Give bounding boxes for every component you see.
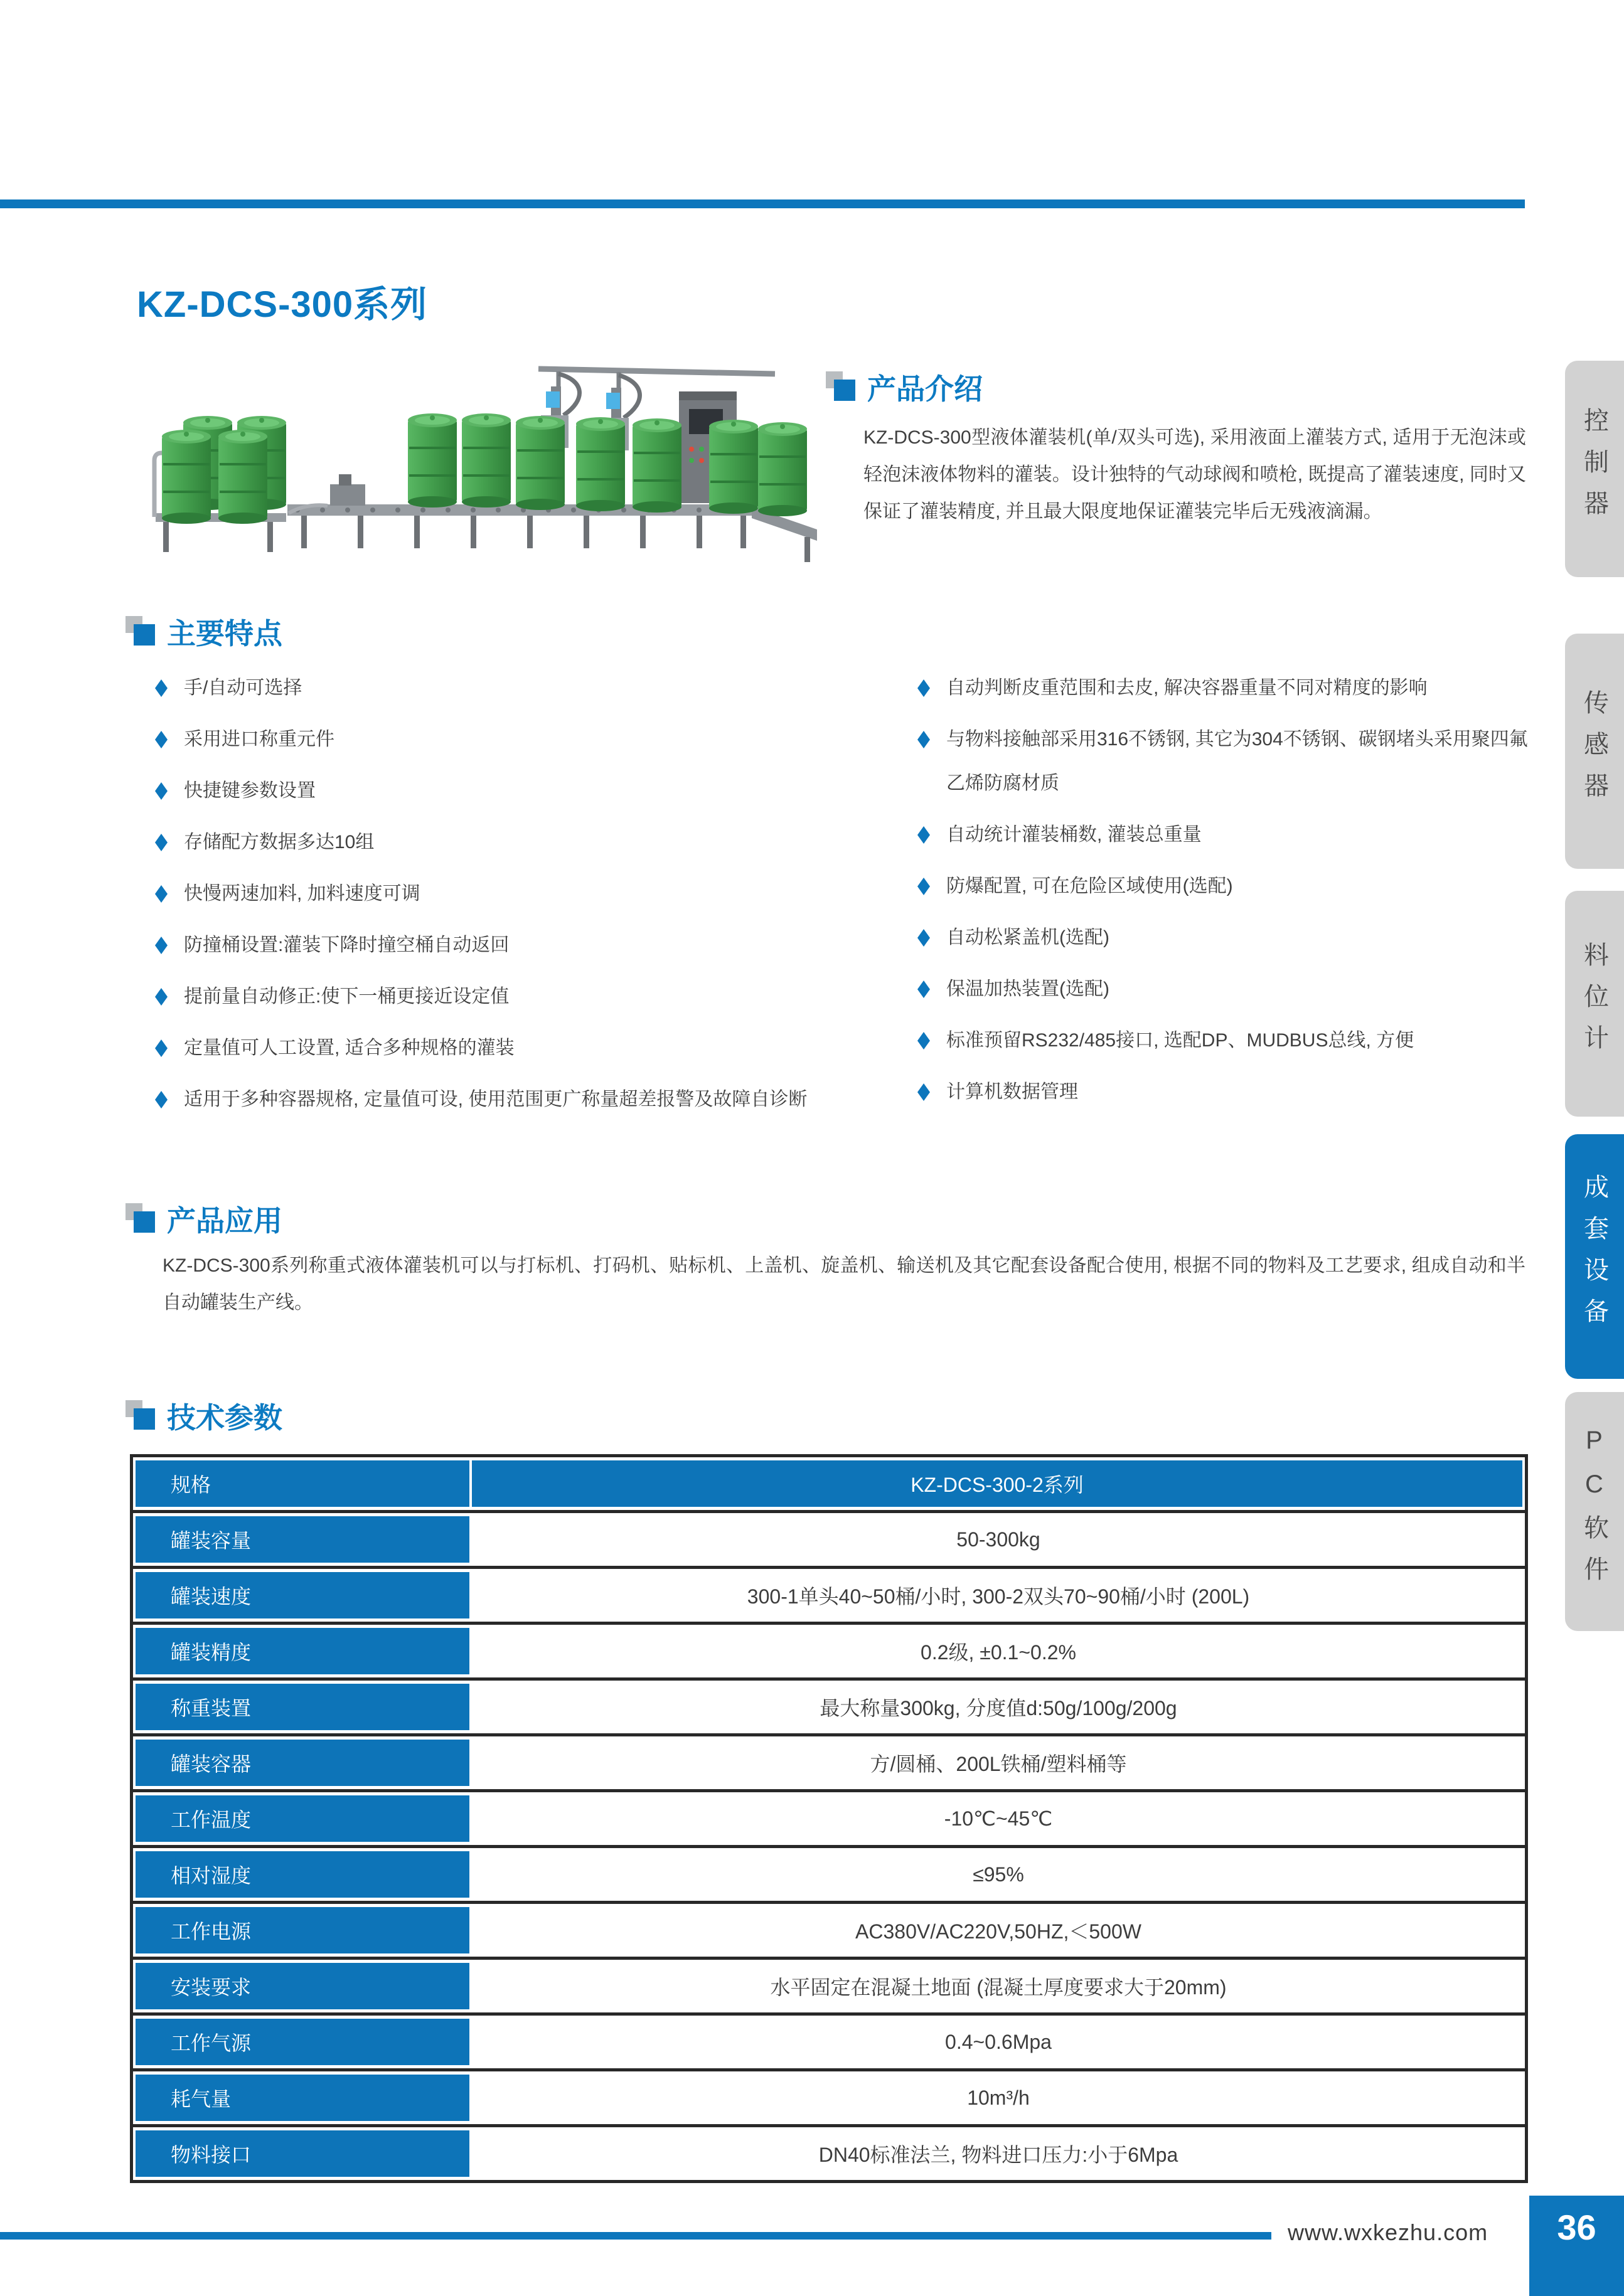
specs-heading-label: 技术参数 <box>167 1401 282 1434</box>
diamond-bullet-icon <box>917 981 930 998</box>
application-heading-label: 产品应用 <box>167 1204 282 1237</box>
spec-row: 罐装精度 0.2级, ±0.1~0.2% <box>133 1625 1525 1681</box>
spec-row: 罐装速度 300-1单头40~50桶/小时, 300-2双头70~90桶/小时 (200L) <box>133 1569 1525 1625</box>
diamond-bullet-icon <box>155 731 168 748</box>
page-title: KZ-DCS-300系列 <box>137 284 428 325</box>
feature-item: 快捷键参数设置 <box>155 769 877 813</box>
diamond-bullet-icon <box>155 988 168 1006</box>
diamond-bullet-icon <box>917 1083 930 1101</box>
spec-row: 物料接口 DN40标准法兰, 物料进口压力:小于6Mpa <box>133 2127 1525 2180</box>
diamond-bullet-icon <box>917 826 930 844</box>
features-section-heading <box>126 616 282 651</box>
heading-marker-icon <box>126 616 158 650</box>
feature-item: 防爆配置, 可在危险区域使用(选配) <box>917 864 1536 908</box>
spec-table <box>130 1454 1528 2183</box>
spec-row: 称重装置 最大称量300kg, 分度值d:50g/100g/200g <box>133 1681 1525 1736</box>
sidebar-tab-level-meter[interactable]: 料位计 <box>1565 891 1624 1117</box>
sidebar-tab-controller[interactable]: 控制器 <box>1565 361 1624 577</box>
spec-row: 耗气量 10m³/h <box>133 2071 1525 2127</box>
top-divider-bar <box>0 199 1525 208</box>
feature-item: 标准预留RS232/485接口, 选配DP、MUDBUS总线, 方便 <box>917 1019 1536 1063</box>
features-left-column <box>155 666 877 1129</box>
feature-item: 适用于多种容器规格, 定量值可设, 使用范围更广称量超差报警及故障自诊断 <box>155 1078 877 1122</box>
diamond-bullet-icon <box>155 1091 168 1108</box>
intro-section-heading <box>826 371 983 407</box>
specs-section-heading <box>126 1400 282 1435</box>
spec-row: 工作温度 -10℃~45℃ <box>133 1792 1525 1848</box>
diamond-bullet-icon <box>155 937 168 954</box>
diamond-bullet-icon <box>155 679 168 697</box>
feature-item: 采用进口称重元件 <box>155 718 877 762</box>
page-number-badge: 36 <box>1529 2196 1624 2296</box>
sidebar-tab-sensor[interactable]: 传感器 <box>1565 634 1624 869</box>
feature-item: 存储配方数据多达10组 <box>155 821 877 864</box>
feature-item: 提前量自动修正:使下一桶更接近设定值 <box>155 975 877 1019</box>
feature-item: 自动松紧盖机(选配) <box>917 916 1536 960</box>
feature-item: 计算机数据管理 <box>917 1070 1536 1114</box>
intro-paragraph: KZ-DCS-300型液体灌装机(单/双头可选), 采用液面上灌装方式, 适用于无泡沫或轻泡沫液体物料的灌装。设计独特的气动球阀和喷枪, 既提高了灌装速度, 同时又保证了灌装精度, 并且最大限度地保证灌装完毕后无残液滴漏。 <box>863 427 1526 522</box>
feature-item: 保温加热装置(选配) <box>917 967 1536 1011</box>
product-illustration <box>144 355 822 566</box>
feature-item: 手/自动可选择 <box>155 666 877 710</box>
application-paragraph: KZ-DCS-300系列称重式液体灌装机可以与打标机、打码机、贴标机、上盖机、旋盖机、输送机及其它配套设备配合使用, 根据不同的物料及工艺要求, 组成自动和半自动罐装生产线。 <box>163 1255 1525 1313</box>
spec-row: 罐装容量 50-300kg <box>133 1513 1525 1569</box>
feature-item: 防撞桶设置:灌装下降时撞空桶自动返回 <box>155 923 877 967</box>
diamond-bullet-icon <box>155 782 168 800</box>
diamond-bullet-icon <box>155 885 168 903</box>
spec-row: 安装要求 水平固定在混凝土地面 (混凝土厚度要求大于20mm) <box>133 1960 1525 2016</box>
website-link[interactable]: www.wxkezhu.com <box>1288 2219 1488 2245</box>
spec-table-header-row <box>133 1457 1525 1513</box>
feature-item: 与物料接触部采用316不锈钢, 其它为304不锈钢、碳钢堵头采用聚四氟乙烯防腐材质 <box>917 718 1536 805</box>
heading-marker-icon <box>126 1400 158 1434</box>
heading-marker-icon <box>126 1203 158 1237</box>
spec-row: 工作电源 AC380V/AC220V,50HZ,＜500W <box>133 1904 1525 1960</box>
diamond-bullet-icon <box>917 679 930 697</box>
diamond-bullet-icon <box>917 878 930 895</box>
spec-header-label: 规格 <box>136 1460 469 1507</box>
feature-item: 快慢两速加料, 加料速度可调 <box>155 872 877 916</box>
spec-row: 罐装容器 方/圆桶、200L铁桶/塑料桶等 <box>133 1736 1525 1792</box>
sidebar-tab-pc-software[interactable]: PC软件 <box>1565 1392 1624 1631</box>
diamond-bullet-icon <box>155 1039 168 1057</box>
application-section-heading <box>126 1203 282 1238</box>
spec-row: 相对湿度 ≤95% <box>133 1848 1525 1904</box>
sidebar-tab-complete-equipment[interactable]: 成套设备 <box>1565 1134 1624 1379</box>
feature-item: 定量值可人工设置, 适合多种规格的灌装 <box>155 1026 877 1070</box>
feature-item: 自动统计灌装桶数, 灌装总重量 <box>917 813 1536 857</box>
intro-heading-label: 产品介绍 <box>867 373 983 405</box>
heading-marker-icon <box>826 371 858 405</box>
spec-header-value: KZ-DCS-300-2系列 <box>472 1460 1522 1507</box>
feature-item: 自动判断皮重范围和去皮, 解决容器重量不同对精度的影响 <box>917 666 1536 710</box>
diamond-bullet-icon <box>917 1032 930 1050</box>
diamond-bullet-icon <box>155 834 168 851</box>
spec-row: 工作气源 0.4~0.6Mpa <box>133 2016 1525 2071</box>
diamond-bullet-icon <box>917 929 930 947</box>
features-right-column <box>917 666 1536 1122</box>
diamond-bullet-icon <box>917 731 930 748</box>
features-heading-label: 主要特点 <box>167 617 282 650</box>
footer-divider-bar <box>0 2232 1271 2240</box>
